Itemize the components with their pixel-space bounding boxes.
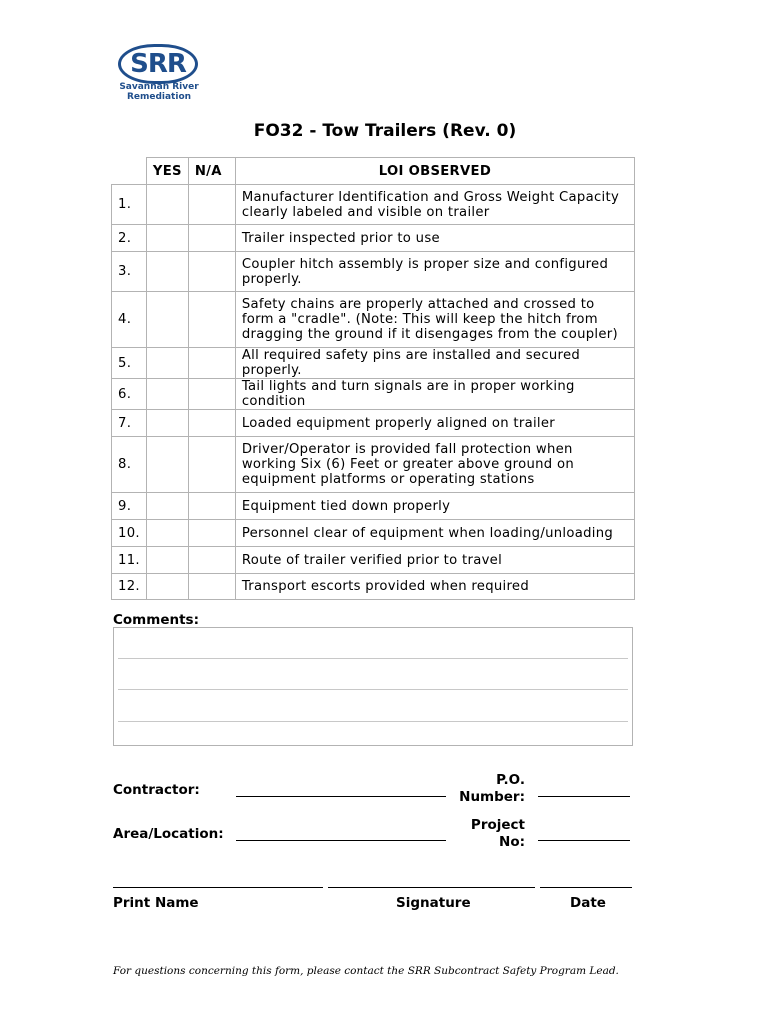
print-name-field[interactable] — [113, 887, 323, 888]
na-checkbox-cell[interactable] — [188, 184, 235, 224]
na-checkbox-cell[interactable] — [188, 378, 235, 409]
project-label-line-1: Project — [470, 817, 525, 833]
po-number-label — [443, 772, 525, 806]
yes-checkbox-cell[interactable] — [146, 519, 188, 546]
loi-item-text: Trailer inspected prior to use — [235, 224, 635, 251]
table-row — [111, 347, 635, 378]
table-header-row — [111, 157, 635, 184]
signature-field[interactable] — [328, 887, 535, 888]
table-row — [111, 184, 635, 224]
footer-note: For questions concerning this form, please contact the SRR Subcontract Safety Program Lead. — [113, 965, 619, 977]
header-number — [111, 157, 146, 184]
logo-line-1: Savannah River — [119, 82, 199, 92]
loi-item-text: Tail lights and turn signals are in proper working condition — [235, 378, 635, 409]
header-loi-observed: LOI OBSERVED — [235, 157, 635, 184]
contractor-field[interactable] — [236, 796, 446, 797]
na-checkbox-cell[interactable] — [188, 573, 235, 600]
row-number: 12. — [111, 573, 146, 600]
yes-checkbox-cell[interactable] — [146, 291, 188, 347]
logo-caption — [118, 82, 200, 102]
table-row — [111, 492, 635, 519]
row-number: 11. — [111, 546, 146, 573]
date-label: Date — [570, 895, 606, 911]
row-number: 4. — [111, 291, 146, 347]
table-row — [111, 436, 635, 492]
comments-box[interactable] — [113, 627, 633, 746]
header-yes: YES — [146, 157, 188, 184]
comments-line — [118, 689, 628, 690]
project-label-line-2: No: — [499, 834, 525, 850]
yes-checkbox-cell[interactable] — [146, 224, 188, 251]
na-checkbox-cell[interactable] — [188, 546, 235, 573]
loi-item-text: Personnel clear of equipment when loading/unloading — [235, 519, 635, 546]
na-checkbox-cell[interactable] — [188, 492, 235, 519]
table-row — [111, 224, 635, 251]
loi-item-text: Transport escorts provided when required — [235, 573, 635, 600]
table-row — [111, 519, 635, 546]
row-number: 5. — [111, 347, 146, 378]
loi-item-text: Coupler hitch assembly is proper size and configured properly. — [235, 251, 635, 291]
po-number-field[interactable] — [538, 796, 630, 797]
yes-checkbox-cell[interactable] — [146, 546, 188, 573]
yes-checkbox-cell[interactable] — [146, 492, 188, 519]
row-number: 2. — [111, 224, 146, 251]
loi-item-text: Driver/Operator is provided fall protection when working Six (6) Feet or greater above ground on equipment platforms or operating stations — [235, 436, 635, 492]
logo-line-2: Remediation — [126, 92, 192, 102]
signature-label: Signature — [396, 895, 471, 911]
yes-checkbox-cell[interactable] — [146, 436, 188, 492]
table-row — [111, 546, 635, 573]
na-checkbox-cell[interactable] — [188, 409, 235, 436]
yes-checkbox-cell[interactable] — [146, 251, 188, 291]
loi-table — [111, 157, 635, 600]
row-number: 6. — [111, 378, 146, 409]
yes-checkbox-cell[interactable] — [146, 347, 188, 378]
loi-item-text: Manufacturer Identification and Gross Weight Capacity clearly labeled and visible on trailer — [235, 184, 635, 224]
yes-checkbox-cell[interactable] — [146, 184, 188, 224]
table-row — [111, 573, 635, 600]
na-checkbox-cell[interactable] — [188, 519, 235, 546]
comments-label: Comments: — [113, 612, 199, 628]
srr-logo — [118, 44, 200, 106]
row-number: 1. — [111, 184, 146, 224]
table-row — [111, 378, 635, 409]
na-checkbox-cell[interactable] — [188, 251, 235, 291]
row-number: 3. — [111, 251, 146, 291]
po-label-line-1: P.O. — [496, 772, 525, 788]
po-label-line-2: Number: — [459, 789, 525, 805]
comments-line — [118, 658, 628, 659]
yes-checkbox-cell[interactable] — [146, 573, 188, 600]
row-number: 8. — [111, 436, 146, 492]
table-row — [111, 251, 635, 291]
na-checkbox-cell[interactable] — [188, 291, 235, 347]
loi-item-text: All required safety pins are installed and secured properly. — [235, 347, 635, 378]
print-name-label: Print Name — [113, 895, 199, 911]
loi-item-text: Safety chains are properly attached and crossed to form a "cradle". (Note: This will keep the hitch from dragging the ground if it disengages from the coupler) — [235, 291, 635, 347]
project-number-field[interactable] — [538, 840, 630, 841]
na-checkbox-cell[interactable] — [188, 436, 235, 492]
loi-item-text: Route of trailer verified prior to travel — [235, 546, 635, 573]
project-number-label — [443, 817, 525, 851]
na-checkbox-cell[interactable] — [188, 347, 235, 378]
area-location-field[interactable] — [236, 840, 446, 841]
row-number: 7. — [111, 409, 146, 436]
comments-line — [118, 721, 628, 722]
row-number: 10. — [111, 519, 146, 546]
loi-item-text: Loaded equipment properly aligned on trailer — [235, 409, 635, 436]
logo-mark: SRR — [118, 44, 198, 84]
header-na: N/A — [188, 157, 235, 184]
yes-checkbox-cell[interactable] — [146, 409, 188, 436]
table-row — [111, 409, 635, 436]
form-title: FO32 - Tow Trailers (Rev. 0) — [253, 121, 517, 141]
area-location-label: Area/Location: — [113, 826, 224, 842]
na-checkbox-cell[interactable] — [188, 224, 235, 251]
contractor-label: Contractor: — [113, 782, 200, 798]
table-row — [111, 291, 635, 347]
row-number: 9. — [111, 492, 146, 519]
loi-item-text: Equipment tied down properly — [235, 492, 635, 519]
date-field[interactable] — [540, 887, 632, 888]
yes-checkbox-cell[interactable] — [146, 378, 188, 409]
